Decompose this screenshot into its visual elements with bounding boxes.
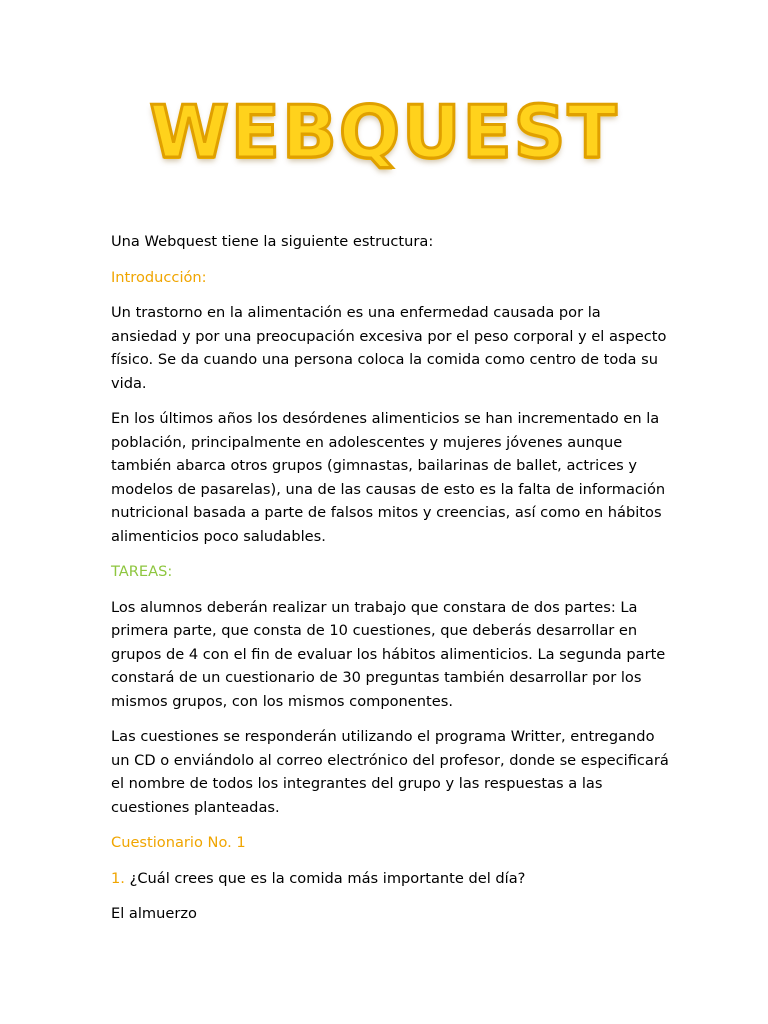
heading-tareas: TAREAS: — [111, 563, 173, 580]
paragraph-tareas-1: Los alumnos deberán realizar un trabajo que constara de dos partes: La primera parte, que consta de 10 cuestiones, que deberás desarrollar en grupos de 4 con el fin de evaluar los hábitos alimenticios. La segunda parte constará de un cuestionario de 30 preguntas también desarrollar por los mismos grupos, con los mismos componentes. — [111, 598, 666, 710]
question-number: 1. — [111, 869, 125, 887]
paragraph-tareas-2: Las cuestiones se responderán utilizando el programa Writter, entregando un CD o enviándolo al correo electrónico del profesor, donde se especificará el nombre de todos los integrantes del grupo y las respuestas a las cuestiones planteadas. — [111, 728, 669, 816]
question-text: ¿Cuál crees que es la comida más importante del día? — [124, 869, 526, 887]
page-title: WEBQUEST — [149, 90, 619, 174]
answer-1: El almuerzo — [111, 905, 197, 922]
paragraph-intro-2: En los últimos años los desórdenes alimenticios se han incrementado en la población, principalmente en adolescentes y mujeres jóvenes aunque también abarca otros grupos (gimnastas, bailarinas de ballet, actrices y modelos de pasarelas), una de las causas de esto es la falta de información nutricional basada a parte de falsos mitos y creencias, así como en hábitos alimenticios poco saludables. — [111, 410, 666, 545]
question-1 — [111, 867, 671, 891]
document-body — [111, 230, 671, 938]
heading-cuestionario: Cuestionario No. 1 — [111, 834, 246, 851]
paragraph-intro-1: Un trastorno en la alimentación es una enfermedad causada por la ansiedad y por una preocupación excesiva por el peso corporal y el aspecto físico. Se da cuando una persona coloca la comida como centro de toda su vida. — [111, 304, 667, 392]
heading-introduccion: Introducción: — [111, 268, 207, 286]
intro-line: Una Webquest tiene la siguiente estructura: — [111, 233, 434, 250]
title-block — [0, 90, 768, 174]
